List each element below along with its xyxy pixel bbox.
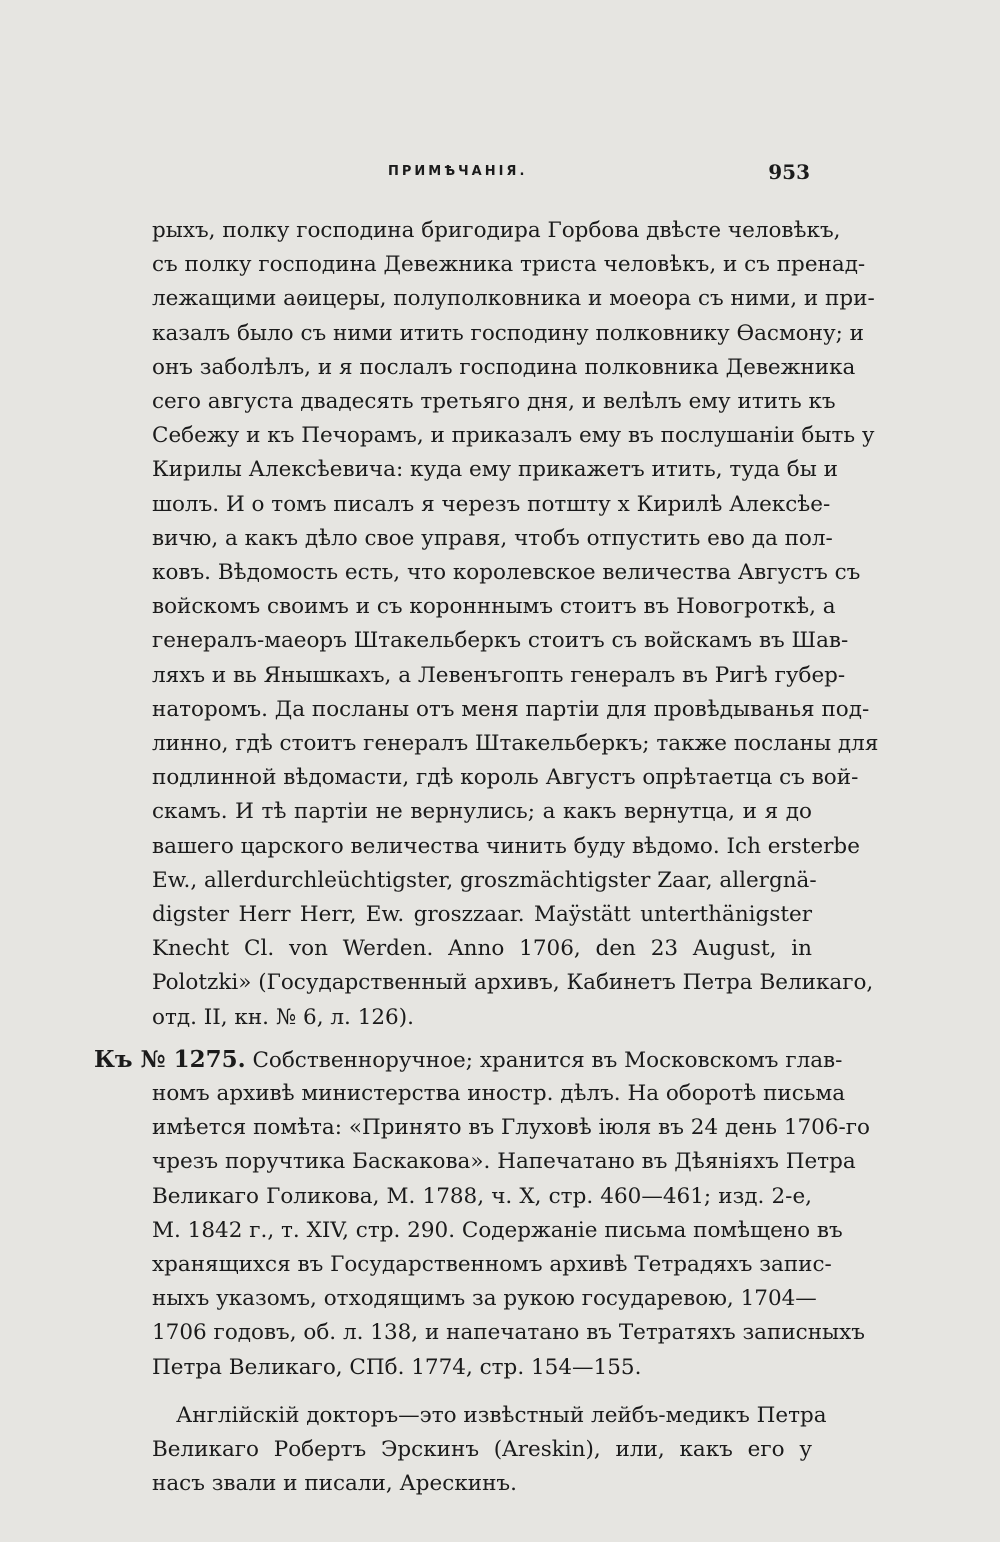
text-line: отд. II, кн. № 6, л. 126).	[152, 1004, 414, 1030]
text-line: Себежу и къ Печорамъ, и приказалъ ему въ послушаніи быть у	[152, 423, 875, 449]
text-line: подлинной вѣдомасти, гдѣ король Августъ опрѣтаетца съ вой-	[152, 765, 859, 791]
text-line: М. 1842 г., т. XIV, стр. 290. Содержаніе письма помѣщено въ	[152, 1217, 843, 1243]
text-line: номъ архивѣ министерства иностр. дѣлъ. На оборотѣ письма	[152, 1081, 846, 1106]
text-line: съ полку господина Девежника триста человѣкъ, и съ пренад-	[152, 252, 866, 278]
text-line: Англійскій докторъ—это извѣстный лейбъ-медикъ Петра	[176, 1402, 827, 1428]
note-label: Къ № 1275.	[94, 1045, 246, 1073]
text-line: сего августа двадесять третьяго дня, и велѣлъ ему итить къ	[152, 389, 836, 414]
text-line: вичю, а какъ дѣло свое управя, чтобъ отпустить ево да пол-	[152, 525, 833, 551]
text-line: хранящихся въ Государственномъ архивѣ Тетрадяхъ запис-	[152, 1252, 832, 1277]
text-line: чрезъ поручтика Баскакова». Напечатано въ Дѣяніяхъ Петра	[152, 1149, 856, 1175]
running-title: ПРИМѢЧАНІЯ.	[388, 164, 528, 179]
note-line-text: Собственноручное; хранится въ Московскомъ глав-	[245, 1047, 843, 1073]
text-line: digster Herr Herr, Ew. groszzaar. Maÿstätt unterthänigster	[152, 902, 812, 927]
note-first-line	[94, 1043, 843, 1077]
text-line: имѣется помѣта: «Принято въ Глуховѣ іюля въ 24 день 1706-го	[152, 1115, 871, 1141]
text-line: линно, гдѣ стоитъ генералъ Штакельберкъ; также посланы для	[152, 731, 879, 756]
text-line: Ew., allerdurchleüchtigster, groszmächtigster Zaar, allergnä-	[152, 867, 817, 893]
page-number: 953	[768, 160, 810, 184]
running-header	[0, 160, 1000, 190]
text-line: лежащими аѳицеры, полуполковника и моеора съ ними, и при-	[152, 286, 875, 312]
text-line: рыхъ, полку господина бригодира Горбова двѣсте человѣкъ,	[152, 218, 841, 243]
text-line: Петра Великаго, СПб. 1774, стр. 154—155.	[152, 1354, 642, 1380]
text-line: Knecht Cl. von Werden. Anno 1706, den 23 August, in	[152, 936, 812, 962]
text-line: Великаго Голикова, М. 1788, ч. X, стр. 460—461; изд. 2-е,	[152, 1183, 812, 1209]
text-line: войскомъ своимъ и съ коронннымъ стоитъ въ Новогроткѣ, а	[152, 594, 836, 620]
text-line: казалъ было съ ними итить господину полковнику Ѳасмону; и	[152, 320, 864, 346]
text-line: наторомъ. Да посланы отъ меня партіи для провѣдыванья под-	[152, 696, 870, 722]
text-line: ныхъ указомъ, отходящимъ за рукою государевою, 1704—	[152, 1286, 817, 1312]
text-line: вашего царского величества чинить буду вѣдомо. Ich ersterbe	[152, 833, 860, 859]
text-line: Кирилы Алексѣевича: куда ему прикажетъ итить, туда бы и	[152, 457, 839, 483]
text-line: Великаго Робертъ Эрскинъ (Areskin), или, какъ его у	[152, 1437, 812, 1462]
text-line: генералъ-маеоръ Штакельберкъ стоитъ съ войскамъ въ Шав-	[152, 628, 849, 654]
text-line: 1706 годовъ, об. л. 138, и напечатано въ Тетратяхъ записныхъ	[152, 1320, 865, 1346]
text-line: шолъ. И о томъ писалъ я черезъ потшту х Кирилѣ Алексѣе-	[152, 491, 831, 517]
text-line: онъ заболѣлъ, и я послалъ господина полковника Девежника	[152, 354, 856, 380]
text-line: насъ звали и писали, Арескинъ.	[152, 1471, 517, 1497]
text-line: ляхъ и вь Янышкахъ, а Левенъгопть генералъ въ Ригѣ губер-	[152, 662, 846, 688]
text-line: скамъ. И тѣ партіи не вернулись; а какъ вернутца, и я до	[152, 799, 812, 825]
text-line: Polotzki» (Государственный архивъ, Кабинетъ Петра Великаго,	[152, 970, 874, 996]
text-line: ковъ. Вѣдомость есть, что королевское величества Августъ съ	[152, 560, 861, 585]
